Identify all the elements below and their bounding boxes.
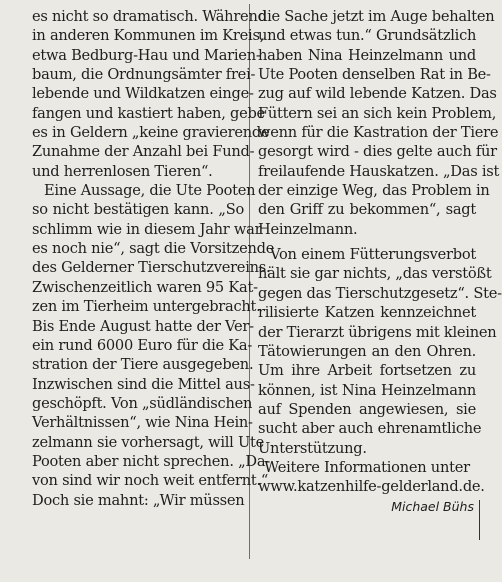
text-line: Von einem Fütterungsverbot xyxy=(270,246,476,264)
text-line: Unterstützung. xyxy=(258,439,367,457)
text-line: Füttern sei an sich kein Problem, xyxy=(258,104,497,122)
text-line: es noch nie“, sagt die Vorsitzende xyxy=(32,240,275,258)
text-line: Bis Ende August hatte der Ver- xyxy=(32,317,254,335)
text-line: Zwischenzeitlich waren 95 Kat- xyxy=(32,278,258,296)
text-line: des Gelderner Tierschutzvereins. xyxy=(32,259,271,277)
text-line: zug auf wild lebende Katzen. Das xyxy=(258,85,497,103)
text-line: der einzige Weg, das Problem in xyxy=(258,182,490,200)
text-line: geschöpft. Von „südländischen xyxy=(32,394,253,412)
text-line: Um ihre Arbeit fortsetzen zu xyxy=(258,362,476,380)
text-line: und herrenlosen Tieren“. xyxy=(32,162,213,180)
text-line: Pooten aber nicht sprechen. „Da- xyxy=(32,452,270,470)
text-line: es in Geldern „keine gravierende xyxy=(32,124,270,142)
text-line: lebende und Wildkatzen einge- xyxy=(32,85,254,103)
text-line: stration der Tiere ausgegeben. xyxy=(32,356,254,374)
text-line: sucht aber auch ehrenamtliche xyxy=(258,420,482,438)
text-line: haben Nina Heinzelmann und xyxy=(258,46,476,64)
text-line: www.katzenhilfe-gelderland.de. xyxy=(258,478,485,496)
text-line: wenn für die Kastration der Tiere xyxy=(258,124,499,142)
text-line: von sind wir noch weit entfernt.“ xyxy=(32,472,269,490)
text-line: rilisierte Katzen kennzeichnet xyxy=(258,304,476,322)
text-line: zen im Tierheim untergebracht. xyxy=(32,298,261,316)
text-line: der Tierarzt übrigens mit kleinen xyxy=(258,323,497,341)
text-line: Weitere Informationen unter xyxy=(264,458,470,476)
text-line: baum, die Ordnungsämter frei- xyxy=(32,66,256,84)
text-line: und etwas tun.“ Grundsätzlich xyxy=(258,27,477,45)
text-line: ein rund 6000 Euro für die Ka- xyxy=(32,336,253,354)
article-column-right xyxy=(258,7,502,516)
text-line: fangen und kastiert haben, gebe xyxy=(32,104,265,122)
text-line: können, ist Nina Heinzelmann xyxy=(258,381,476,399)
text-line: zelmann sie vorhersagt, will Ute xyxy=(32,433,265,451)
text-line: den Griff zu bekommen“, sagt xyxy=(258,201,476,219)
text-line: Heinzelmann. xyxy=(258,220,358,238)
text-line: gegen das Tierschutzgesetz“. Ste- xyxy=(258,284,502,302)
text-line: schlimm wie in diesem Jahr war xyxy=(32,220,262,238)
text-line: gesorgt wird - dies gelte auch für xyxy=(258,143,497,161)
text-line: Doch sie mahnt: „Wir müssen xyxy=(32,491,245,509)
text-line: in anderen Kommunen im Kreis, xyxy=(32,27,265,45)
text-line: freilaufende Hauskatzen. „Das ist xyxy=(258,162,500,180)
text-line: so nicht bestätigen kann. „So xyxy=(32,201,244,219)
author-byline: Michael Bühs xyxy=(391,498,474,514)
text-line: Eine Aussage, die Ute Pooten xyxy=(44,182,256,200)
article-column-left xyxy=(32,7,275,510)
text-line: hält sie gar nichts, „das verstößt xyxy=(258,265,492,283)
text-line: Zunahme der Anzahl bei Fund- xyxy=(32,143,255,161)
text-line: etwa Bedburg-Hau und Marien- xyxy=(32,46,261,64)
text-line: Ute Pooten denselben Rat in Be- xyxy=(258,66,491,84)
text-line: Inzwischen sind die Mittel aus- xyxy=(32,375,255,393)
text-line: auf Spenden angewiesen, sie xyxy=(258,400,476,418)
text-line: die Sache jetzt im Auge behalten xyxy=(258,8,495,25)
text-line: Verhältnissen“, wie Nina Hein- xyxy=(32,414,253,432)
text-line: Tätowierungen an den Ohren. xyxy=(258,342,476,360)
scan-edge-mark xyxy=(479,500,480,540)
text-line: es nicht so dramatisch. Während xyxy=(32,8,267,25)
